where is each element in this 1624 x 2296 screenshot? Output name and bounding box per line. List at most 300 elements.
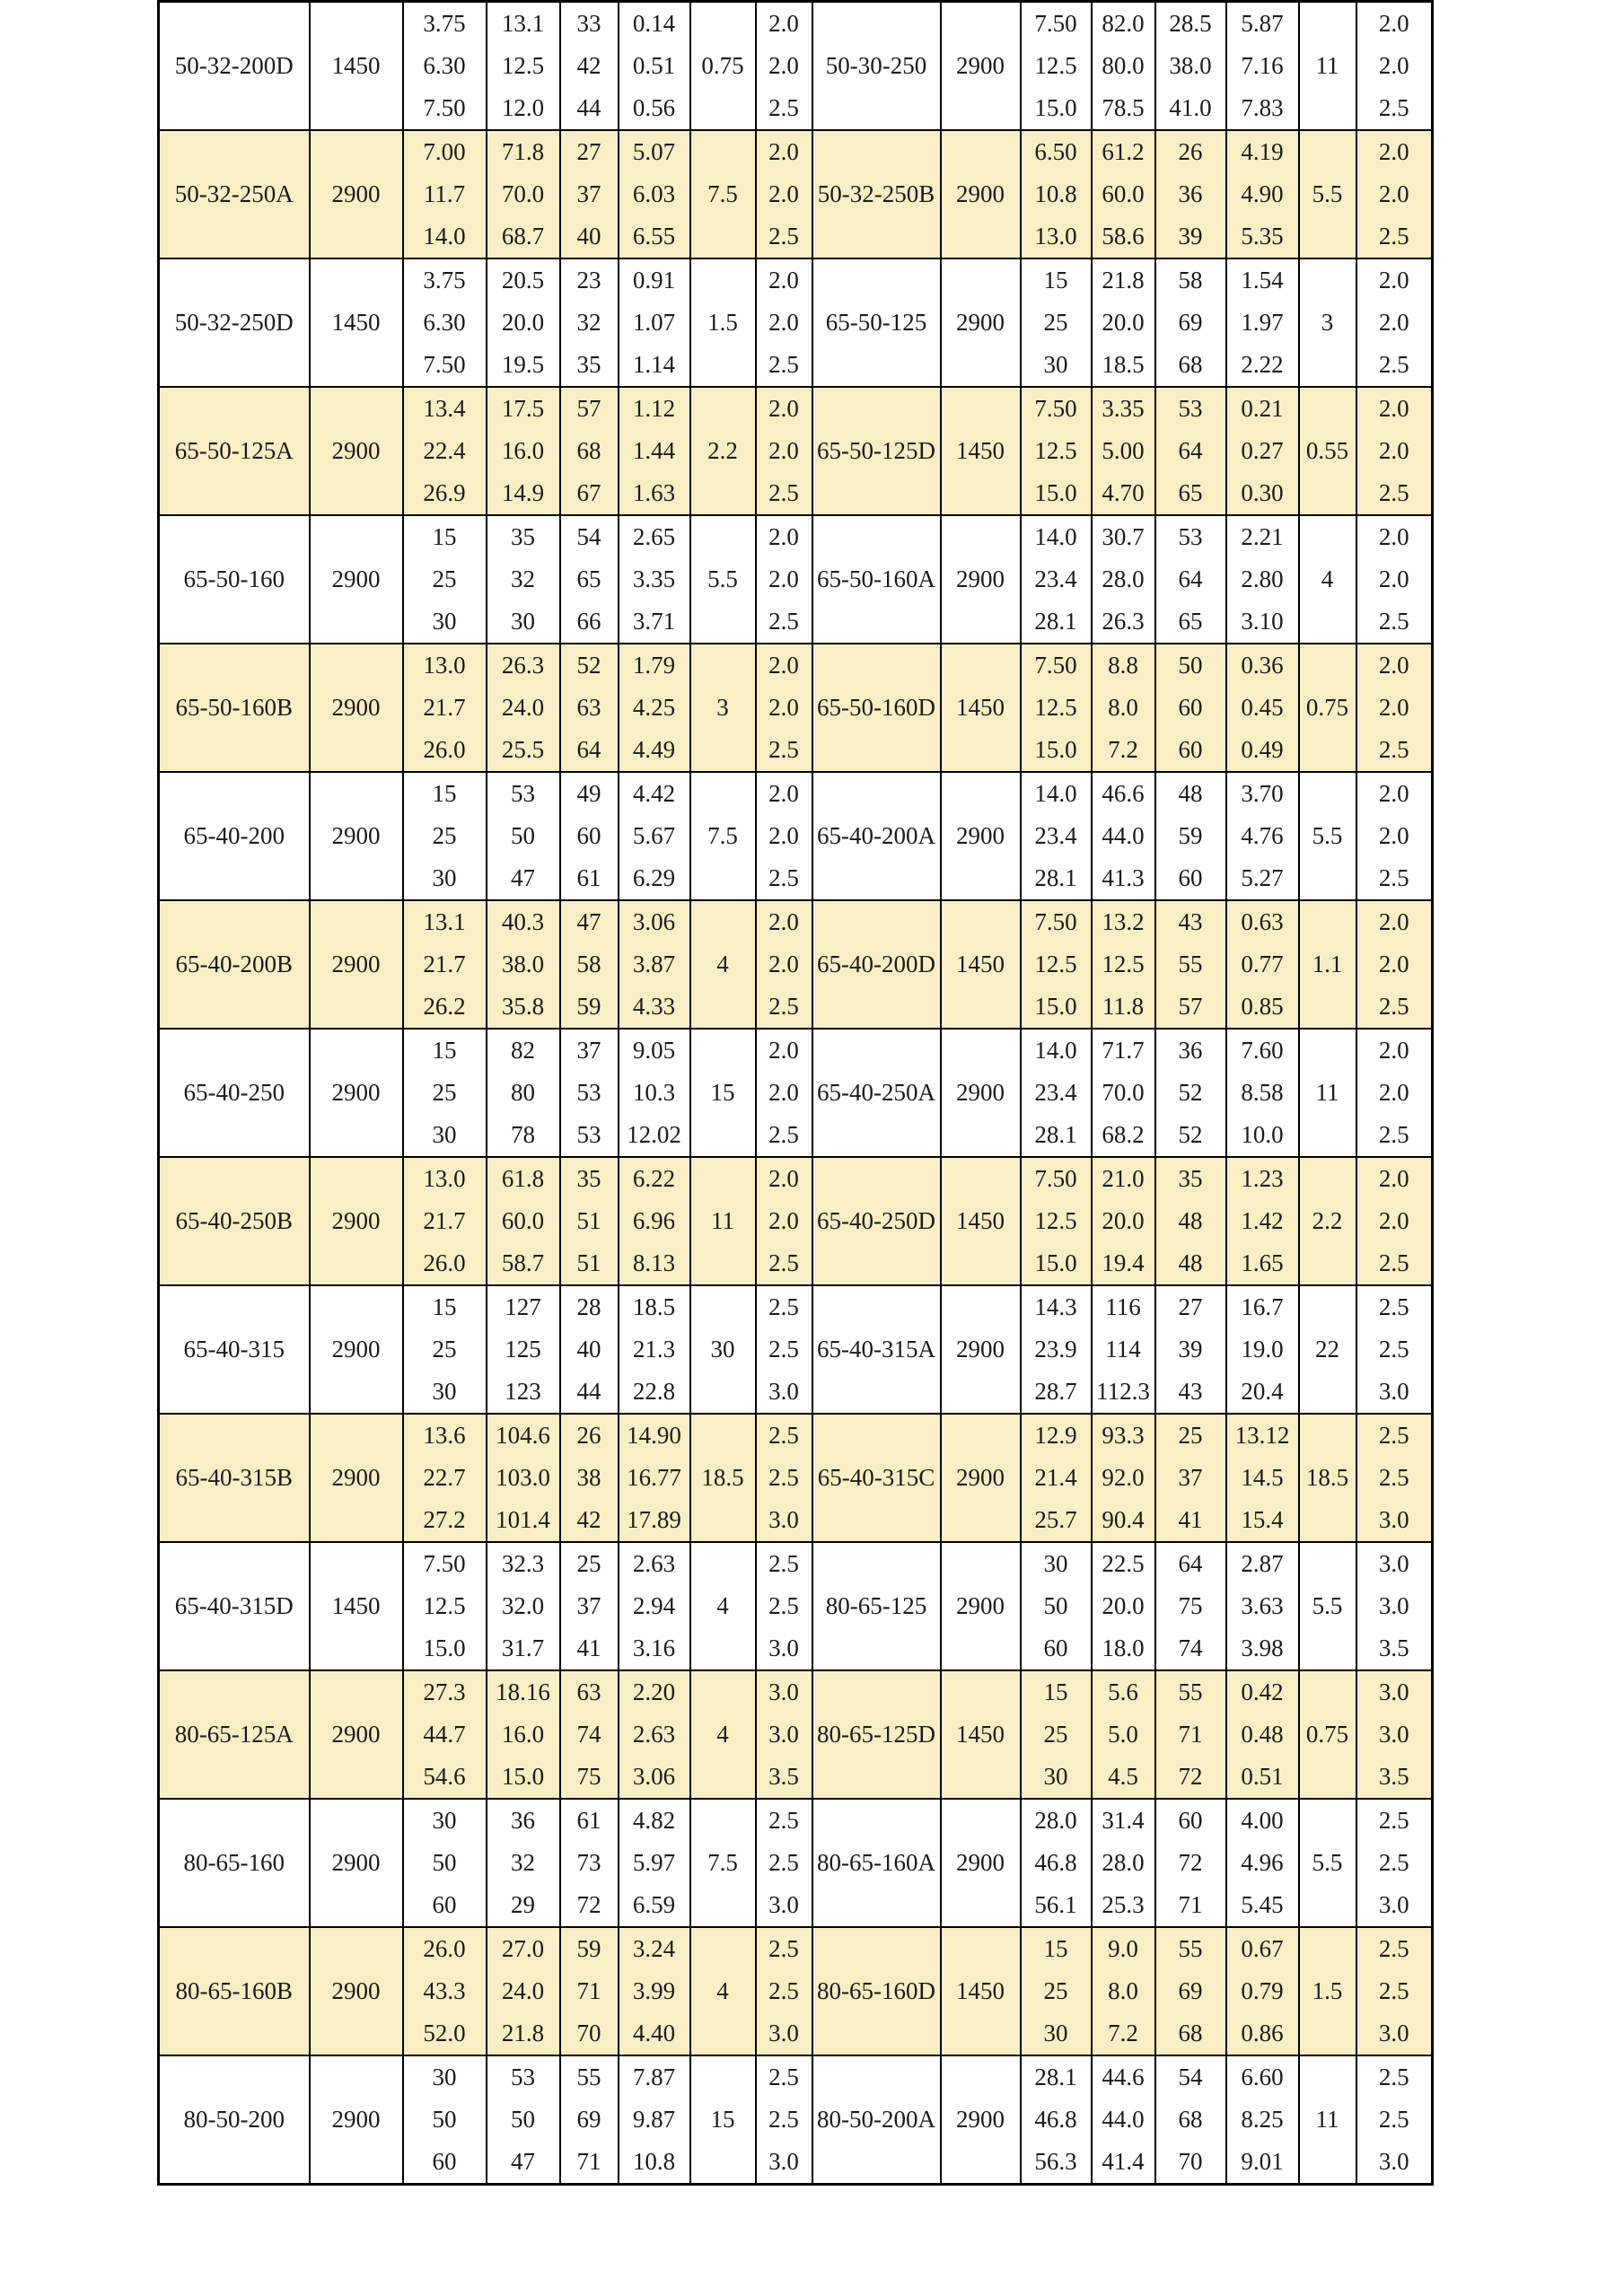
flow-cell [1021,1799,1092,1927]
npsh-cell [756,772,812,900]
model-cell: 65-40-200A [812,772,941,900]
efficiency-value: 71 [1178,1891,1203,1918]
head-cell [1092,2,1155,131]
npsh-cell [1356,1927,1433,2055]
head-value: 32.3 [501,1550,545,1577]
npsh-value: 2.5 [1378,1935,1409,1962]
head-value: 25.5 [501,736,545,763]
npsh-value: 2.5 [768,993,799,1020]
npsh-value: 3.0 [768,1634,799,1661]
npsh-value: 2.5 [768,94,799,121]
efficiency-value: 74 [576,1721,601,1748]
npsh-cell [1356,130,1433,259]
flow-cell [403,644,487,772]
efficiency-value: 52 [1178,1121,1203,1148]
efficiency-value: 65 [1178,608,1203,635]
power-cell [619,130,690,259]
flow-value: 23.9 [1034,1336,1077,1363]
efficiency-value: 28.5 [1169,10,1212,37]
npsh-cell [756,387,812,515]
npsh-cell [1356,1157,1433,1285]
power-cell [1226,644,1299,772]
efficiency-value: 43 [1178,908,1203,935]
flow-value: 60 [432,1891,457,1918]
power-value: 0.85 [1241,993,1284,1020]
model-cell: 65-40-200B [159,900,310,1029]
efficiency-value: 48 [1178,1249,1203,1276]
flow-cell [1021,515,1092,644]
flow-value: 50 [1043,1592,1068,1619]
power-value: 8.58 [1241,1079,1284,1106]
npsh-value: 2.0 [1378,780,1409,807]
power-cell [1226,387,1299,515]
flow-value: 26.9 [423,479,466,506]
power-cell [619,644,690,772]
efficiency-value: 54 [1178,2064,1203,2090]
npsh-cell [756,1670,812,1799]
flow-value: 6.50 [1034,138,1077,165]
speed-cell: 1450 [941,1927,1021,2055]
model-cell: 65-40-250A [812,1029,941,1157]
power-value: 2.22 [1241,351,1284,378]
npsh-value: 2.5 [768,223,799,250]
npsh-value: 2.5 [1378,1336,1409,1363]
head-value: 11.8 [1102,993,1145,1020]
npsh-value: 2.0 [1378,395,1409,422]
npsh-value: 3.0 [1378,1378,1409,1405]
flow-cell [1021,1414,1092,1542]
efficiency-value: 61 [576,864,601,891]
efficiency-value: 42 [576,52,601,79]
head-value: 104.6 [496,1422,550,1449]
flow-value: 56.3 [1034,2148,1077,2175]
speed-cell: 1450 [941,644,1021,772]
head-value: 20.0 [501,309,545,336]
npsh-value: 2.0 [1378,1207,1409,1234]
efficiency-value: 59 [576,993,601,1020]
npsh-cell [756,1799,812,1927]
power-cell [1226,2,1299,131]
speed-cell: 2900 [310,1670,403,1799]
flow-value: 23.4 [1034,565,1077,592]
head-cell [1092,1285,1155,1414]
power-value: 4.33 [632,993,676,1020]
head-cell [487,515,560,644]
power-cell [1226,130,1299,259]
npsh-cell [1356,644,1433,772]
power-value: 8.13 [632,1249,676,1276]
model-cell: 65-50-160B [159,644,310,772]
flow-value: 12.9 [1034,1422,1077,1449]
efficiency-value: 68 [1178,2020,1203,2046]
npsh-value: 2.5 [768,1336,799,1363]
head-cell [487,130,560,259]
head-value: 22.5 [1102,1550,1145,1577]
head-value: 127 [505,1293,541,1320]
efficiency-value: 68 [576,437,601,464]
flow-value: 54.6 [423,1763,466,1790]
speed-cell: 2900 [941,1029,1021,1157]
power-value: 7.83 [1241,94,1284,121]
flow-value: 30 [432,1121,457,1148]
speed-cell: 2900 [310,900,403,1029]
efficiency-value: 60 [1178,1807,1203,1834]
table-row [159,644,1433,772]
speed-cell: 2900 [310,515,403,644]
head-cell [487,1927,560,2055]
model-cell: 65-40-315C [812,1414,941,1542]
head-value: 53 [511,780,535,807]
npsh-value: 2.0 [1378,1079,1409,1106]
power-value: 0.56 [632,94,676,121]
flow-value: 25 [1043,1977,1068,2004]
model-cell: 65-40-315B [159,1414,310,1542]
flow-value: 13.4 [423,395,466,422]
npsh-value: 2.0 [1378,951,1409,977]
npsh-value: 3.5 [768,1763,799,1790]
flow-value: 13.1 [423,908,466,935]
power-value: 3.70 [1241,780,1284,807]
head-value: 53 [511,2064,535,2090]
power-value: 1.14 [632,351,676,378]
head-cell [1092,1414,1155,1542]
power-cell [619,1285,690,1414]
efficiency-value: 74 [1178,1634,1203,1661]
head-value: 40.3 [501,908,545,935]
power-cell [619,900,690,1029]
npsh-value: 2.5 [1378,351,1409,378]
efficiency-value: 53 [1178,523,1203,550]
head-cell [487,259,560,387]
motor-power-cell: 30 [690,1285,756,1414]
npsh-value: 3.0 [1378,1721,1409,1748]
head-value: 50 [511,822,535,849]
model-cell: 50-32-250D [159,259,310,387]
model-cell: 65-40-200 [159,772,310,900]
flow-cell [1021,259,1092,387]
npsh-value: 2.0 [768,138,799,165]
head-value: 21.8 [501,2020,545,2046]
efficiency-value: 38.0 [1169,52,1212,79]
flow-value: 30 [1043,1550,1068,1577]
power-value: 10.3 [632,1079,676,1106]
flow-value: 15.0 [1034,736,1077,763]
npsh-cell [1356,1799,1433,1927]
speed-cell: 2900 [941,515,1021,644]
efficiency-value: 35 [576,1165,601,1192]
power-value: 2.63 [632,1721,676,1748]
flow-value: 50 [432,2106,457,2133]
npsh-value: 2.5 [768,1422,799,1449]
head-cell [487,1157,560,1285]
flow-cell [403,259,487,387]
efficiency-cell [1155,900,1226,1029]
model-cell: 50-32-250A [159,130,310,259]
motor-power-cell: 4 [690,1542,756,1670]
npsh-value: 2.0 [1378,309,1409,336]
power-cell [619,1927,690,2055]
motor-power-cell: 11 [690,1157,756,1285]
motor-power-cell: 11 [1299,1029,1356,1157]
power-value: 5.35 [1241,223,1284,250]
table-row [159,1927,1433,2055]
power-value: 1.97 [1241,309,1284,336]
head-value: 12.0 [501,94,545,121]
head-value: 21.8 [1102,267,1145,294]
head-value: 26.3 [501,652,545,679]
head-value: 28.0 [1102,1849,1145,1876]
power-value: 4.49 [632,736,676,763]
motor-power-cell: 4 [690,1670,756,1799]
power-cell [1226,900,1299,1029]
flow-value: 46.8 [1034,2106,1077,2133]
npsh-value: 3.0 [1378,2020,1409,2046]
motor-power-cell: 5.5 [1299,772,1356,900]
table-row [159,1670,1433,1799]
motor-power-cell: 0.75 [1299,1670,1356,1799]
efficiency-value: 72 [1178,1849,1203,1876]
efficiency-value: 58 [576,951,601,977]
efficiency-cell [560,1029,619,1157]
motor-power-cell: 11 [1299,2,1356,131]
npsh-value: 2.5 [768,1935,799,1962]
efficiency-value: 65 [576,565,601,592]
npsh-value: 2.0 [768,652,799,679]
flow-cell [403,1157,487,1285]
npsh-value: 2.5 [1378,2064,1409,2090]
efficiency-cell [560,2,619,131]
head-value: 18.16 [496,1678,550,1705]
npsh-value: 2.0 [768,822,799,849]
efficiency-cell [1155,130,1226,259]
power-value: 3.87 [632,951,676,977]
head-value: 60.0 [1102,180,1145,207]
npsh-cell [1356,1670,1433,1799]
flow-cell [1021,1285,1092,1414]
power-value: 2.20 [632,1678,676,1705]
head-value: 116 [1105,1293,1141,1320]
power-cell [619,2055,690,2185]
head-cell [1092,1029,1155,1157]
model-cell: 65-40-250 [159,1029,310,1157]
npsh-value: 2.0 [1378,652,1409,679]
npsh-value: 2.0 [768,908,799,935]
npsh-value: 2.0 [1378,523,1409,550]
flow-value: 30 [432,1807,457,1834]
power-value: 0.48 [1241,1721,1284,1748]
head-cell [487,1799,560,1927]
efficiency-cell [560,515,619,644]
efficiency-value: 42 [576,1506,601,1533]
npsh-value: 2.5 [768,1849,799,1876]
efficiency-cell [560,1285,619,1414]
table-row [159,130,1433,259]
power-value: 2.80 [1241,565,1284,592]
head-value: 20.5 [501,267,545,294]
flow-value: 27.2 [423,1506,466,1533]
head-value: 32 [511,1849,535,1876]
head-value: 38.0 [501,951,545,977]
flow-value: 15 [432,1293,457,1320]
npsh-value: 3.0 [1378,1506,1409,1533]
flow-value: 21.7 [423,1207,466,1234]
power-value: 6.29 [632,864,676,891]
efficiency-cell [560,2055,619,2185]
flow-cell [1021,1927,1092,2055]
speed-cell: 2900 [941,1285,1021,1414]
efficiency-value: 41.0 [1169,94,1212,121]
flow-value: 25 [432,565,457,592]
efficiency-value: 53 [576,1079,601,1106]
efficiency-cell [560,1670,619,1799]
npsh-value: 2.5 [1378,1293,1409,1320]
npsh-value: 2.5 [768,1550,799,1577]
efficiency-cell [560,130,619,259]
flow-value: 11.7 [423,180,466,207]
power-value: 0.51 [632,52,676,79]
head-cell [487,2,560,131]
efficiency-value: 64 [1178,565,1203,592]
npsh-value: 2.5 [768,1293,799,1320]
npsh-value: 2.0 [1378,565,1409,592]
head-value: 68.2 [1102,1121,1145,1148]
head-value: 44.0 [1102,2106,1145,2133]
pump-spec-grid [157,0,1434,2186]
npsh-value: 2.0 [768,523,799,550]
efficiency-value: 75 [576,1763,601,1790]
table-row [159,772,1433,900]
model-cell: 65-50-125A [159,387,310,515]
table-row [159,1285,1433,1414]
speed-cell: 2900 [310,1285,403,1414]
head-value: 5.0 [1108,1721,1138,1748]
flow-cell [403,130,487,259]
efficiency-cell [1155,1157,1226,1285]
power-value: 6.03 [632,180,676,207]
efficiency-value: 27 [576,138,601,165]
npsh-value: 3.0 [1378,1678,1409,1705]
efficiency-value: 23 [576,267,601,294]
head-value: 93.3 [1102,1422,1145,1449]
efficiency-cell [1155,387,1226,515]
npsh-value: 2.5 [768,2106,799,2133]
motor-power-cell: 11 [1299,2055,1356,2185]
head-value: 47 [511,864,535,891]
power-value: 0.27 [1241,437,1284,464]
efficiency-cell [560,259,619,387]
flow-cell [1021,1542,1092,1670]
flow-value: 21.4 [1034,1464,1077,1491]
efficiency-value: 60 [576,822,601,849]
flow-cell [1021,1157,1092,1285]
npsh-cell [756,1157,812,1285]
flow-cell [1021,387,1092,515]
flow-cell [1021,2,1092,131]
head-value: 78 [511,1121,535,1148]
power-cell [619,515,690,644]
model-cell: 50-30-250 [812,2,941,131]
head-value: 17.5 [501,395,545,422]
power-value: 19.0 [1241,1336,1284,1363]
power-value: 1.54 [1241,267,1284,294]
power-value: 6.96 [632,1207,676,1234]
flow-value: 7.50 [1034,10,1077,37]
npsh-value: 3.0 [768,1378,799,1405]
flow-value: 15 [1043,1935,1068,1962]
model-cell: 65-40-315D [159,1542,310,1670]
npsh-cell [1356,259,1433,387]
npsh-value: 2.0 [1378,180,1409,207]
speed-cell: 2900 [941,1414,1021,1542]
flow-value: 22.7 [423,1464,466,1491]
head-cell [1092,900,1155,1029]
flow-value: 15.0 [1034,1249,1077,1276]
npsh-value: 2.5 [768,2064,799,2090]
flow-value: 13.0 [1034,223,1077,250]
npsh-cell [756,1414,812,1542]
head-cell [487,2055,560,2185]
npsh-cell [1356,900,1433,1029]
flow-value: 12.5 [1034,1207,1077,1234]
head-value: 80.0 [1102,52,1145,79]
head-cell [1092,644,1155,772]
power-value: 6.22 [632,1165,676,1192]
motor-power-cell: 3 [1299,259,1356,387]
npsh-value: 2.5 [1378,223,1409,250]
head-value: 9.0 [1108,1935,1138,1962]
npsh-value: 2.5 [1378,864,1409,891]
npsh-value: 2.0 [1378,52,1409,79]
flow-value: 15.0 [1034,94,1077,121]
flow-value: 56.1 [1034,1891,1077,1918]
flow-cell [1021,1670,1092,1799]
flow-cell [403,900,487,1029]
power-value: 0.30 [1241,479,1284,506]
efficiency-value: 71 [576,1977,601,2004]
power-cell [619,1029,690,1157]
power-value: 6.55 [632,223,676,250]
speed-cell: 1450 [941,900,1021,1029]
efficiency-cell [560,1542,619,1670]
head-cell [1092,1927,1155,2055]
power-value: 1.65 [1241,1249,1284,1276]
efficiency-value: 64 [576,736,601,763]
flow-cell [403,2055,487,2185]
head-value: 61.2 [1102,138,1145,165]
power-value: 13.12 [1234,1422,1290,1449]
power-value: 7.60 [1241,1037,1284,1064]
power-cell [1226,1542,1299,1670]
flow-value: 30 [432,2064,457,2090]
power-value: 10.8 [632,2148,676,2175]
head-value: 41.4 [1102,2148,1145,2175]
head-value: 101.4 [496,1506,550,1533]
flow-value: 27.3 [423,1678,466,1705]
power-cell [1226,1414,1299,1542]
motor-power-cell: 4 [690,1927,756,2055]
power-value: 9.05 [632,1037,676,1064]
head-value: 29 [511,1891,535,1918]
efficiency-cell [1155,2055,1226,2185]
head-cell [487,1285,560,1414]
flow-value: 15 [1043,1678,1068,1705]
npsh-value: 2.0 [768,565,799,592]
power-cell [619,772,690,900]
head-cell [487,772,560,900]
power-value: 3.63 [1241,1592,1284,1619]
model-cell: 65-40-250D [812,1157,941,1285]
speed-cell: 2900 [310,644,403,772]
